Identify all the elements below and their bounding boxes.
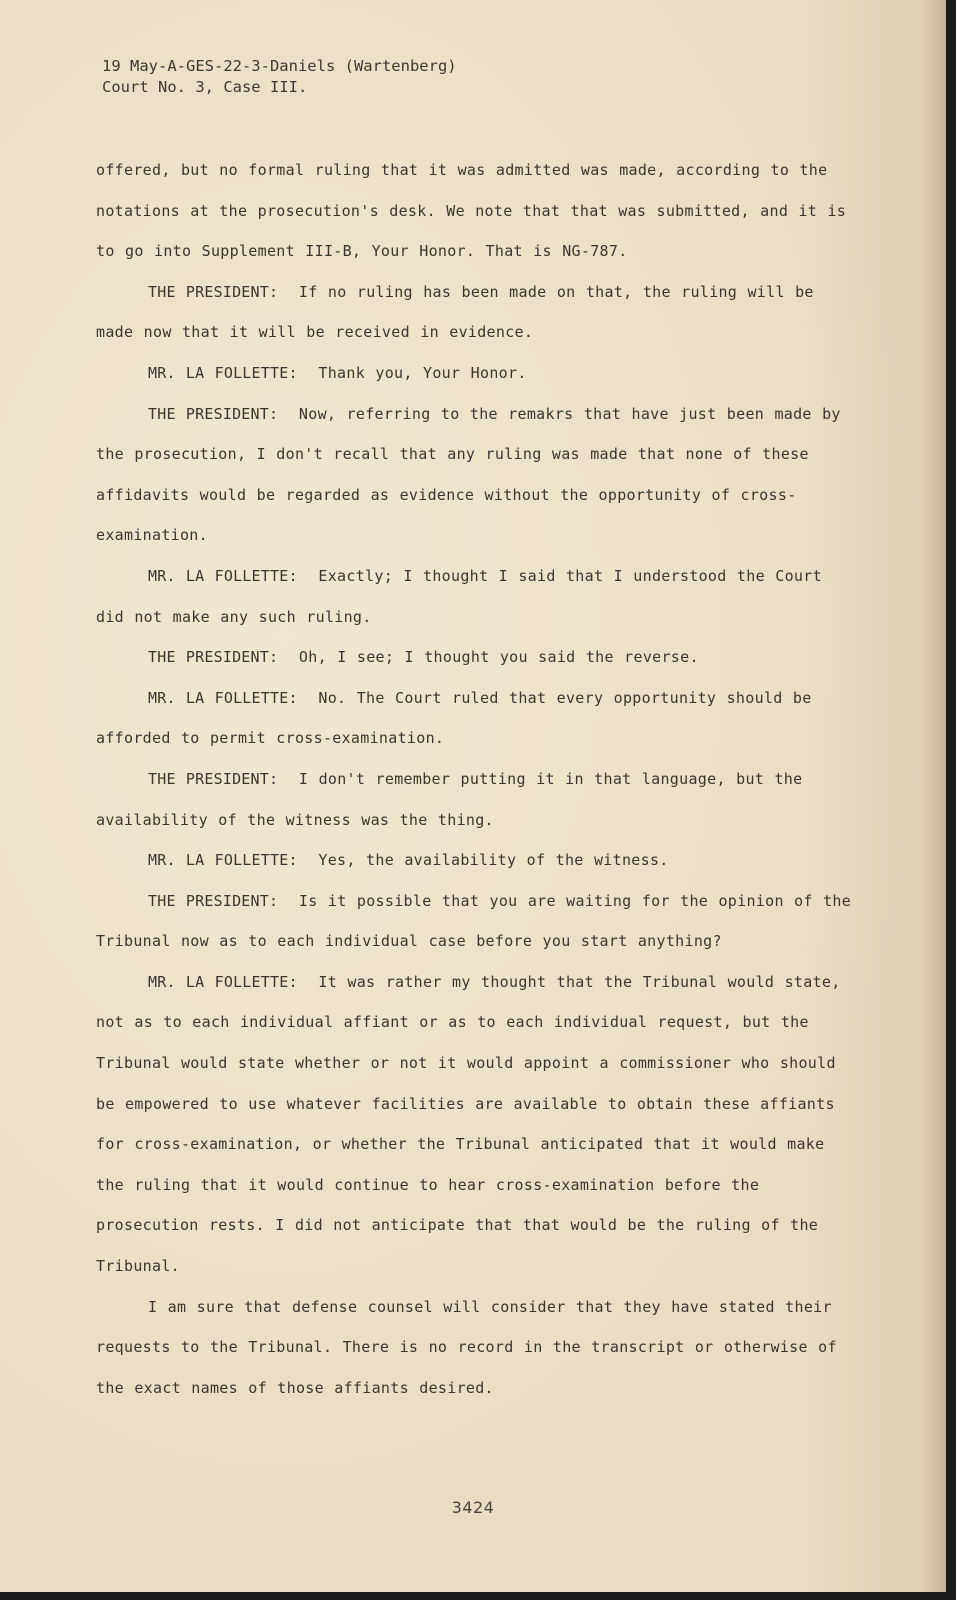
speaker-label: THE PRESIDENT:	[148, 769, 279, 788]
page-edge-shadow	[922, 0, 946, 1592]
speaker-label: THE PRESIDENT:	[148, 891, 279, 910]
transcript-paragraph	[96, 759, 856, 840]
paragraph-text: I am sure that defense counsel will consider that they have stated their requests to the Tribunal. There is no record in the transcript or otherwise of the exact names of those affiants desired.	[96, 1297, 837, 1397]
document-header	[102, 56, 457, 98]
paragraph-text: Is it possible that you are waiting for the opinion of the Tribunal now as to each individual case before you start anything?	[96, 891, 852, 951]
paragraph-text: If no ruling has been made on that, the ruling will be made now that it will be received in evidence.	[96, 282, 814, 342]
paragraph-text: I don't remember putting it in that language, but the availability of the witness was the thing.	[96, 769, 803, 829]
speaker-label: MR. LA FOLLETTE:	[148, 972, 298, 991]
page-number: 3424	[451, 1498, 495, 1517]
transcript-paragraph	[96, 150, 856, 272]
paragraph-text: Yes, the availability of the witness.	[318, 851, 669, 870]
paragraph-text: It was rather my thought that the Tribunal would state, not as to each individual affiant or as to each individual request, but the Tribunal would state whether or not it would appoint a commissioner who should be empowered to use whatever facilities are available to obtain these affiants for cross-examination, or whether the Tribunal anticipated that it would make the ruling that it would continue to hear cross-examination before the prosecution rests. I did not anticipate that that would be the ruling of the Tribunal.	[96, 972, 841, 1276]
paragraph-text: Thank you, Your Honor.	[318, 363, 527, 382]
speaker-label: THE PRESIDENT:	[148, 282, 279, 301]
transcript-paragraph	[96, 881, 856, 962]
transcript-paragraph	[96, 353, 856, 394]
paragraph-text: Exactly; I thought I said that I understood the Court did not make any such ruling.	[96, 566, 822, 626]
transcript-paragraph	[96, 678, 856, 759]
transcript-paragraph	[96, 962, 856, 1287]
speaker-label: THE PRESIDENT:	[148, 648, 279, 667]
header-session-line: 19 May-A-GES-22-3-Daniels (Wartenberg)	[102, 57, 457, 75]
transcript-paragraph	[96, 1287, 856, 1409]
transcript-paragraph	[96, 637, 856, 678]
speaker-label: THE PRESIDENT:	[148, 404, 279, 423]
header-court-line: Court No. 3, Case III.	[102, 78, 308, 96]
transcript-paragraph	[96, 840, 856, 881]
paragraph-text: Now, referring to the remakrs that have just been made by the prosecution, I don't recall that any ruling was made that none of these affidavits would be regarded as evidence without the opportunity of cross-examination.	[96, 404, 841, 545]
speaker-label: MR. LA FOLLETTE:	[148, 566, 298, 585]
paragraph-text: No. The Court ruled that every opportunity should be afforded to permit cross-examination.	[96, 688, 812, 748]
paragraph-text: Oh, I see; I thought you said the reverse.	[298, 648, 699, 667]
transcript-body	[96, 150, 856, 1408]
transcript-paragraph	[96, 556, 856, 637]
speaker-label: MR. LA FOLLETTE:	[148, 363, 298, 382]
paragraph-text: offered, but no formal ruling that it was admitted was made, according to the notations at the prosecution's desk. We note that that was submitted, and it is to go into Supplement III-B, Your Honor. That is NG-787.	[96, 161, 847, 261]
speaker-label: MR. LA FOLLETTE:	[148, 851, 298, 870]
transcript-paragraph	[96, 394, 856, 556]
speaker-label: MR. LA FOLLETTE:	[148, 688, 298, 707]
transcript-paragraph	[96, 272, 856, 353]
